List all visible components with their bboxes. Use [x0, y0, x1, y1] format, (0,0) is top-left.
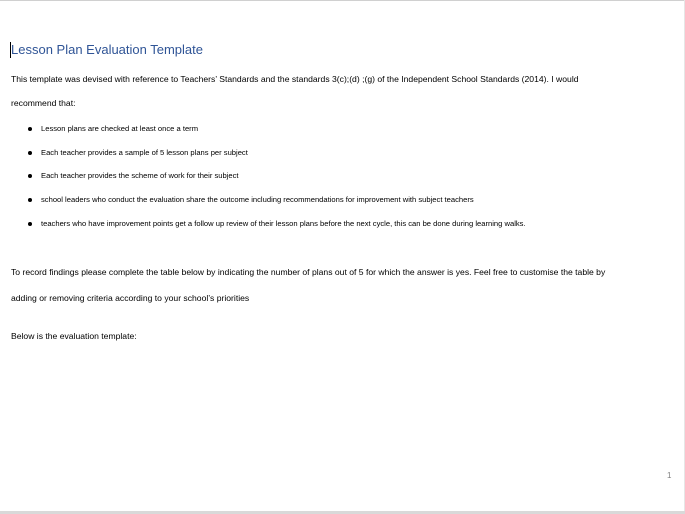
intro-paragraph-line-2[interactable]: recommend that: [11, 98, 76, 108]
bullet-icon [28, 222, 32, 226]
below-text[interactable]: Below is the evaluation template: [11, 331, 137, 341]
document-title[interactable]: Lesson Plan Evaluation Template [11, 42, 203, 57]
page-top-border [0, 0, 685, 1]
bullet-icon [28, 174, 32, 178]
findings-paragraph-line-1[interactable]: To record findings please complete the table below by indicating the number of plans out of 5 for which the answer is yes. Feel free to customise the table by [11, 267, 606, 277]
list-item-text: school leaders who conduct the evaluation share the outcome including recommendations for improvement with subject teachers [41, 195, 474, 204]
list-item-text: Each teacher provides the scheme of work for their subject [41, 171, 239, 180]
list-item-text: teachers who have improvement points get a follow up review of their lesson plans before the next cycle, this can be done during learning walks. [41, 219, 526, 228]
intro-paragraph-line-1[interactable]: This template was devised with reference to Teachers’ Standards and the standards 3(c);(d) ;(g) of the Independent School Standards (2014). I would [11, 74, 579, 84]
list-item-text: Each teacher provides a sample of 5 lesson plans per subject [41, 148, 248, 157]
page-number: 1 [667, 471, 672, 480]
findings-paragraph-line-2[interactable]: adding or removing criteria according to your school’s priorities [11, 293, 250, 303]
bullet-icon [28, 127, 32, 131]
list-item-text: Lesson plans are checked at least once a term [41, 124, 199, 133]
bullet-icon [28, 198, 32, 202]
bullet-icon [28, 151, 32, 155]
